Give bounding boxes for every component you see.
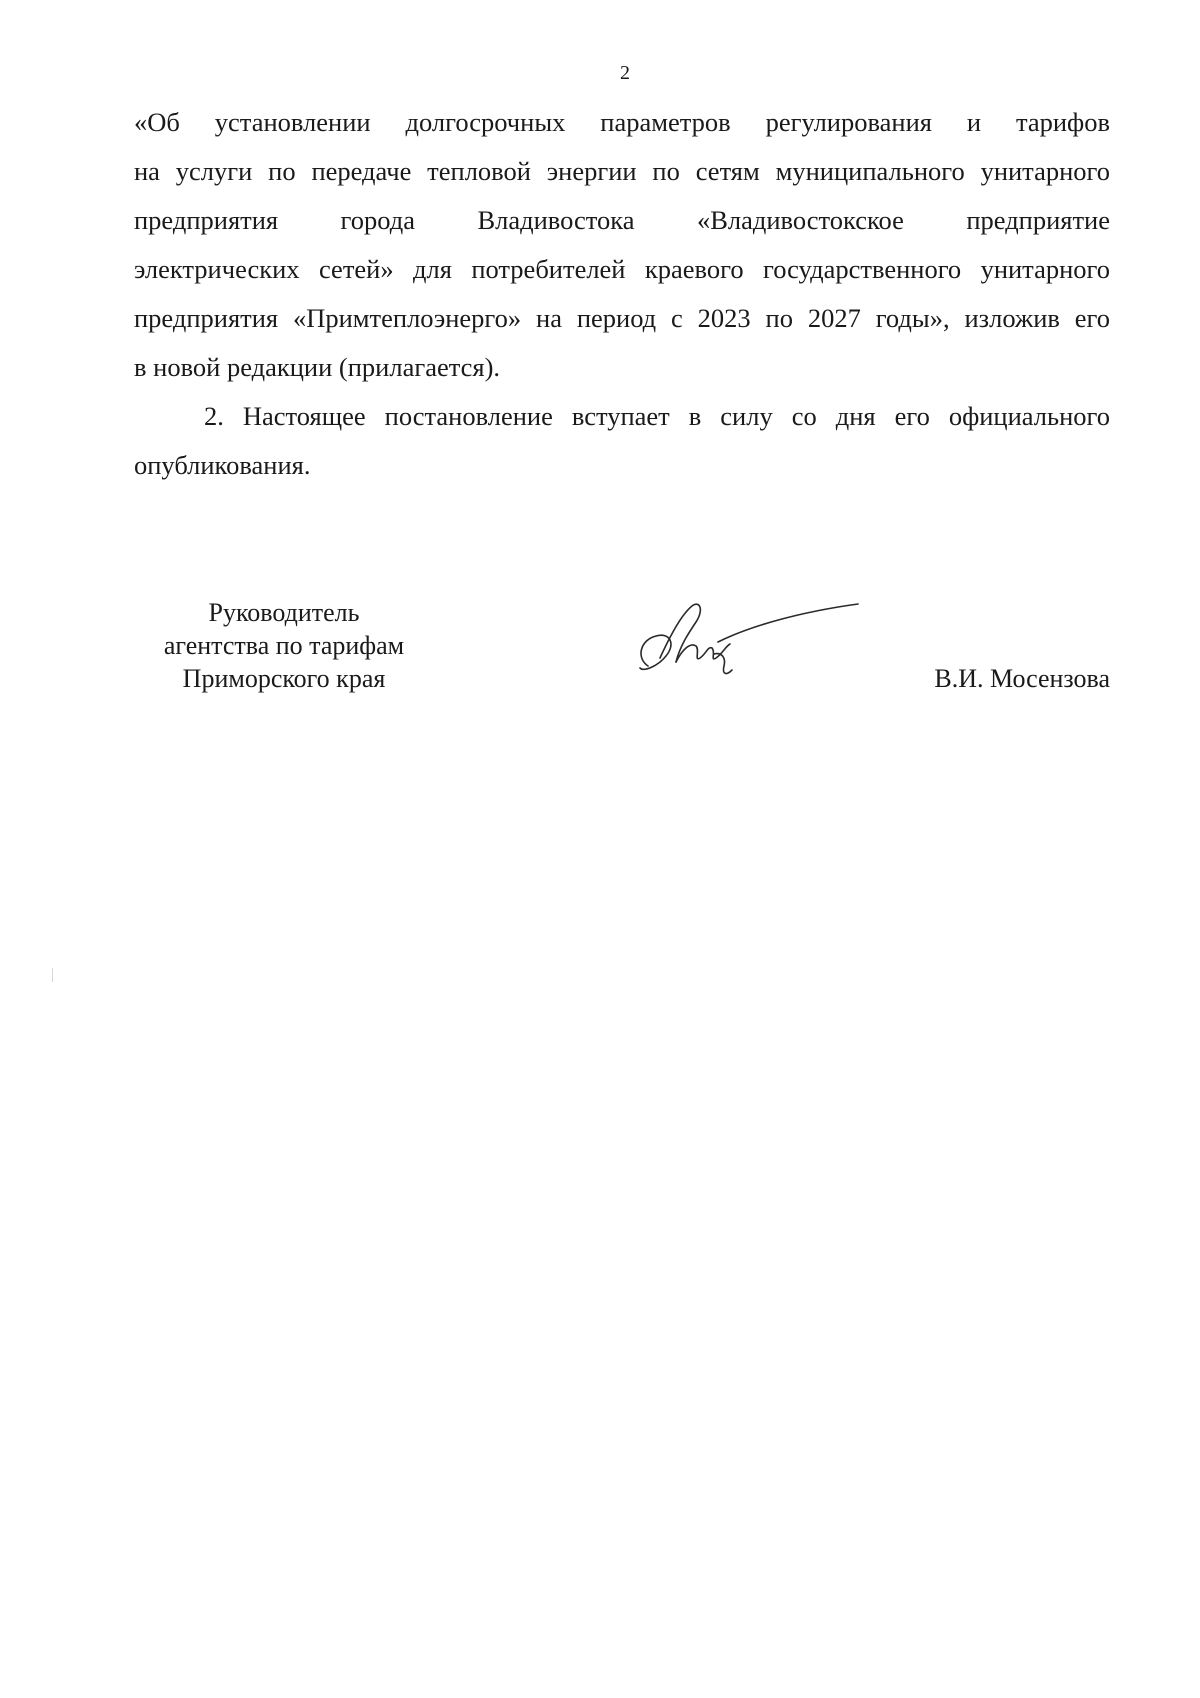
signatory-title-line-3: Приморского края xyxy=(182,664,386,693)
paragraph-1-line-2: на услуги по передаче тепловой энергии по сетям муниципального унитарного xyxy=(134,156,1110,186)
handwritten-signature xyxy=(630,596,860,686)
paragraph-2-line-1: 2. Настоящее постановление вступает в силу со дня его официального xyxy=(204,401,1110,431)
document-body xyxy=(134,98,1110,490)
signatory-title-line-2: агентства по тарифам xyxy=(163,631,405,660)
signatory-title-line-1: Руководитель xyxy=(208,598,360,627)
signatory-title xyxy=(134,596,434,695)
paragraph-1-line-1: «Об установлении долгосрочных параметров регулирования и тарифов xyxy=(134,107,1110,137)
paragraph-1-line-5: предприятия «Примтеплоэнерго» на период с 2023 по 2027 годы», изложив его xyxy=(134,303,1110,333)
scan-artifact xyxy=(52,968,53,982)
signature-block xyxy=(134,596,1110,706)
paragraph-1-line-3: предприятия города Владивостока «Владивостокское предприятие xyxy=(134,205,1110,235)
paragraph-2-line-2: опубликования. xyxy=(134,450,311,480)
paragraph-1-line-6: в новой редакции (прилагается). xyxy=(134,352,501,382)
page-number: 2 xyxy=(620,62,630,84)
paragraph-1-line-4: электрических сетей» для потребителей краевого государственного унитарного xyxy=(134,254,1110,284)
signatory-name: В.И. Мосензова xyxy=(934,664,1110,693)
